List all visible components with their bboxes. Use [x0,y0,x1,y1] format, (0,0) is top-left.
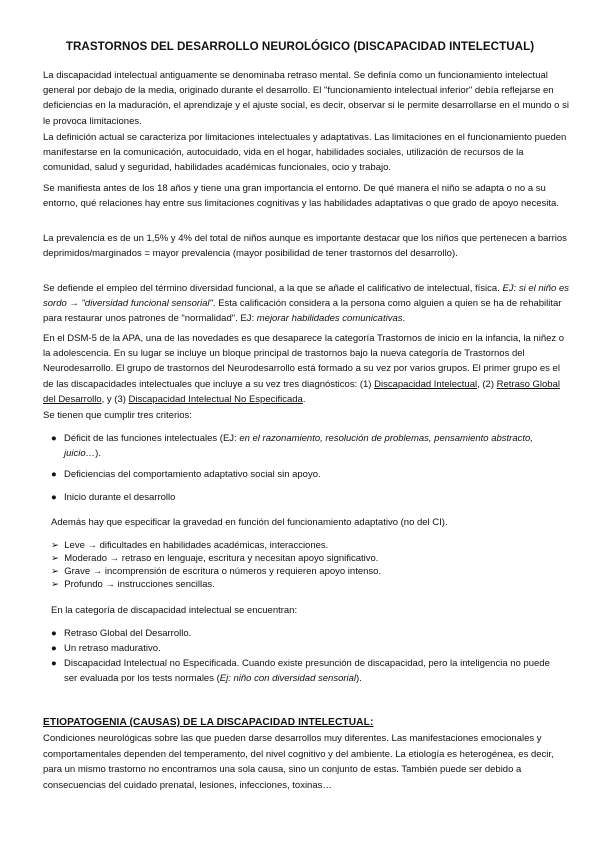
text-run: Discapacidad Intelectual no Especificada. Cuando existe presunción de discapacidad, pero la inteligencia no puede ser evaluada por los tests normales ( [64,658,550,685]
diagnosis-2: Retraso Global del Desarrollo [43,378,560,405]
category-example: Ej: niño con diversidad sensorial [219,673,357,685]
text-run: En el DSM-5 de la APA, una de las novedades es que desaparece la categoría Trastornos de inicio en la infancia, la niñez o la adolescencia. En su lugar se incluye un bloque principal de trastornos bajo la nueva categoría de Trastornos del Neurodesarrollo. El grupo de trastornos del Neurodesarrollo está formado a su vez por varios grupos. El primer grupo es el de las discapacidades intelectuales que incluye a su vez tres diagnósticos: (1) [43,333,565,390]
paragraph-severity-intro: Además hay que especificar la gravedad en función del funcionamiento adaptativo (no del CI). [51,517,448,528]
severity-text: Profundo → instrucciones sencillas. [64,579,215,590]
text-run: , (2) [477,378,497,390]
paragraph-functional-diversity [43,281,571,327]
text-run: ). [356,673,362,685]
document-title: TRASTORNOS DEL DESARROLLO NEUROLÓGICO (DISCAPACIDAD INTELECTUAL) [65,40,535,53]
text-run: . [302,393,306,405]
severity-item [51,552,378,565]
bullet-icon: ● [51,628,57,639]
bullet-icon: ● [51,433,57,444]
paragraph-categories-intro: En la categoría de discapacidad intelectual se encuentran: [51,605,298,616]
text-run: Déficit de las funciones intelectuales (EJ: [64,433,240,444]
section-heading-etiology: ETIOPATOGENIA (CAUSAS) DE LA DISCAPACIDAD INTELECTUAL: [43,717,374,728]
example-communication: mejorar habilidades comunicativas [256,313,403,325]
arrow-icon: ➢ [51,553,59,564]
criteria-text: Deficiencias del comportamiento adaptativo social sin apoyo. [64,469,321,480]
bullet-icon: ● [51,469,57,480]
diagnosis-1: Discapacidad Intelectual [374,378,478,390]
text-run: ). [95,448,101,460]
category-text: Retraso Global del Desarrollo. [64,628,192,639]
bullet-icon: ● [51,643,57,654]
paragraph-dsm5 [43,331,571,407]
paragraph-prevalence: La prevalencia es de un 1,5% y 4% del total de niños aunque es importante destacar que los niños que pertenecen a barrios deprimidos/marginados = mayor prevalencia (mayor posibilidad de tener trastornos del desarrollo). [43,233,567,260]
severity-item [51,539,328,552]
example-sensory: EJ: si el niño es sordo → "diversidad funcional sensorial" [43,283,569,310]
text-run: . [402,313,406,325]
arrow-icon: ➢ [51,540,59,551]
criteria-text: Inicio durante el desarrollo [64,492,176,503]
severity-item [51,578,215,591]
paragraph-etiology: Condiciones neurológicas sobre las que pueden darse desarrollos muy diferentes. Las manifestaciones emocionales y comportamentales dependen del temperamento, del nivel cognitivo y del ambiente. La etiología es heterogénea, es decir, para un mismo trastorno no encontramos una sola causa, sino un conjunto de estas. También puede ser debido a consecuencias del cuidado prenatal, lesiones, infecciones, toxinas… [43,733,554,791]
severity-text: Moderado → retraso en lenguaje, escritura y necesitan apoyo significativo. [64,553,379,564]
criteria-example: en el razonamiento, resolución de problemas, pensamiento abstracto, juicio… [64,433,533,460]
criteria-text [64,431,564,461]
arrow-icon: ➢ [51,566,59,577]
text-run: , y (3) [101,393,129,405]
bullet-icon: ● [51,492,57,503]
bullet-icon: ● [51,658,57,669]
category-text [64,656,564,686]
category-text: Un retraso madurativo. [64,643,161,654]
severity-item [51,565,381,578]
severity-text: Leve → dificultades en habilidades académicas, interacciones. [64,540,329,551]
diagnosis-3: Discapacidad Intelectual No Especificada [128,393,303,405]
severity-text: Grave → incomprensión de escritura o números y requieren apoyo intenso. [64,566,382,577]
paragraph-definition-old: La discapacidad intelectual antiguamente se denominaba retraso mental. Se definía como un funcionamiento intelectual general por debajo de la media, originado durante el desarrollo. El "funcionamiento intelectual inferior" debía reflejarse en deficiencias en la maduración, el aprendizaje y el ajuste social, es decir, observar si le permite desarrollarse en el mundo o si le provoca limitaciones. [43,70,569,127]
paragraph-definition-current: La definición actual se caracteriza por limitaciones intelectuales y adaptativas. Las limitaciones en el funcionamiento pueden manifestarse en la comunicación, autocuidado, vida en el hogar, habilidades sociales, utilización de recursos de la comunidad, salud y seguridad, habilidades académicas funcionales, ocio y trabajo. [43,132,567,174]
paragraph-criteria-intro: Se tienen que cumplir tres criterios: [43,410,192,421]
text-run: Se defiende el empleo del término diversidad funcional, a la que se añade el calificativo de intelectual, física. [43,283,503,294]
text-run: . Esta calificación considera a la persona como alguien a quien se ha de rehabilitar para restaurar unos patrones de "normalidad". EJ: [43,298,562,325]
arrow-icon: ➢ [51,579,59,590]
paragraph-onset: Se manifiesta antes de los 18 años y tiene una gran importancia el entorno. De qué manera el niño se adapta o no a su entorno, qué relaciones hay entre sus limitaciones cognitivas y las habilidades adaptativas o que grado de apoyo necesita. [43,183,559,210]
